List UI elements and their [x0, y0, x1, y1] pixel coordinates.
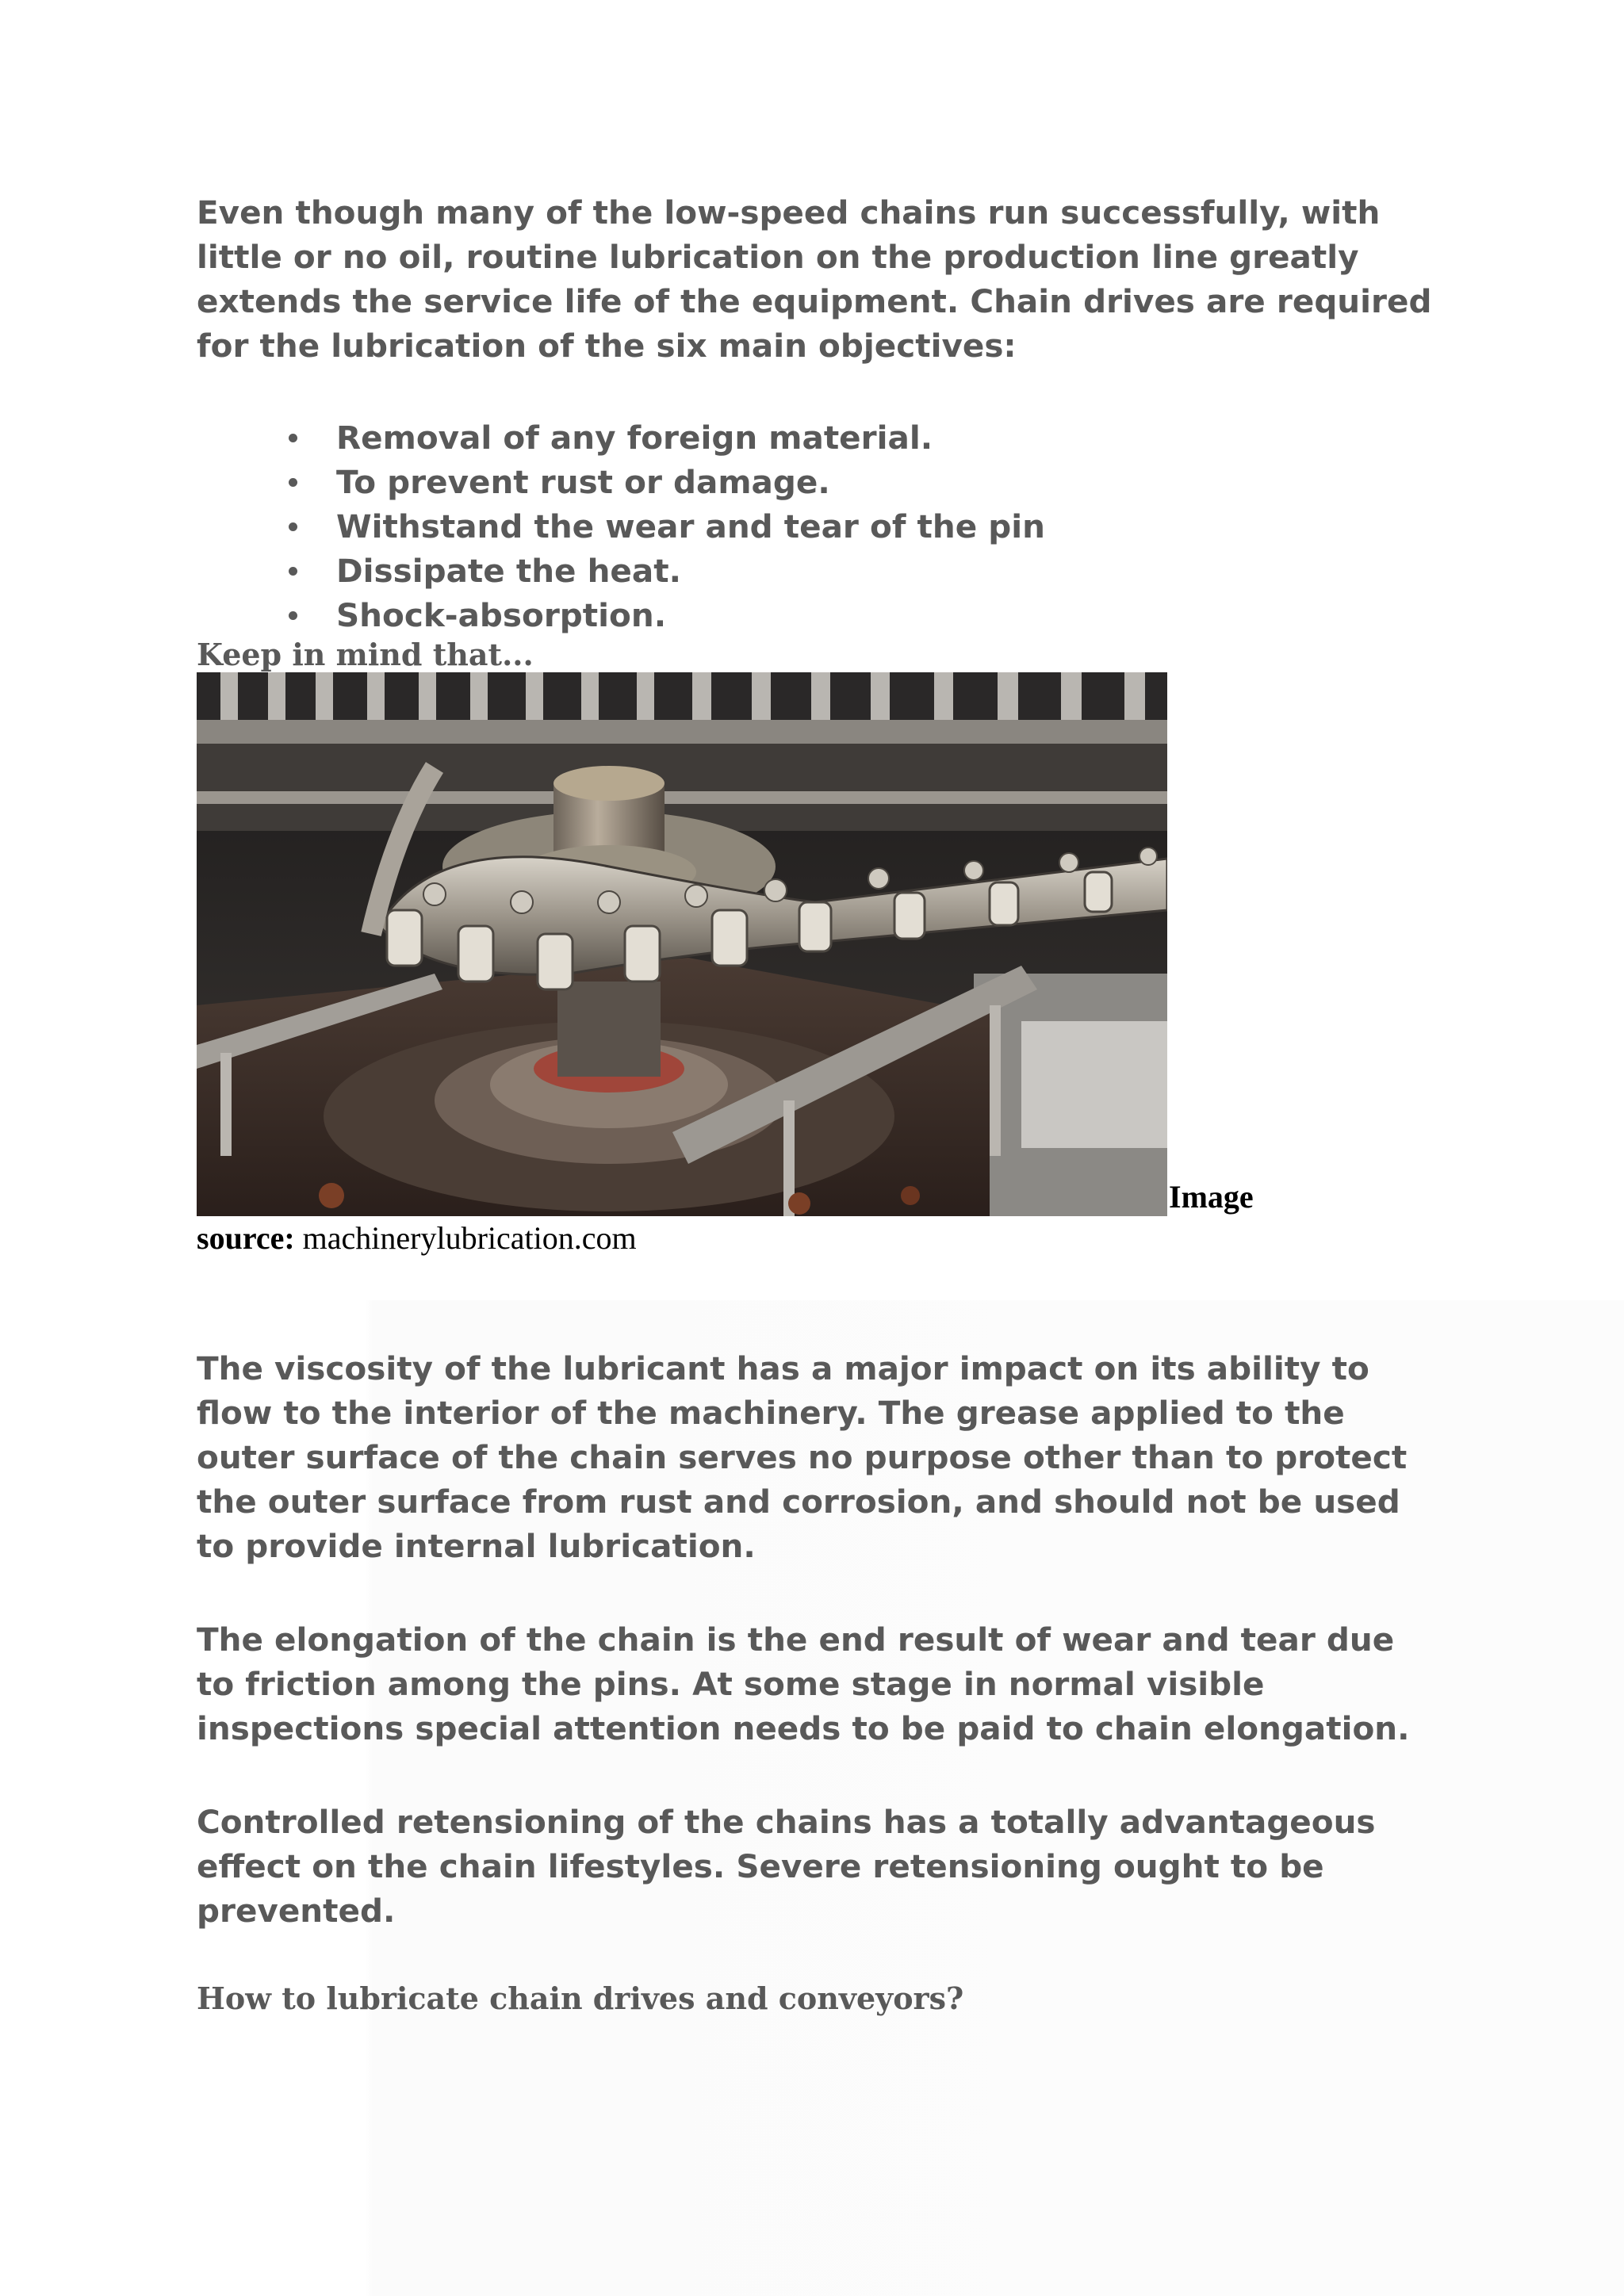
bullet-icon	[289, 434, 297, 442]
keep-in-mind-label: Keep in mind that...	[197, 637, 534, 672]
figure	[197, 672, 1434, 1219]
objectives-list	[197, 415, 1434, 637]
section-heading: How to lubricate chain drives and conveyors?	[197, 1980, 964, 2016]
list-item: Removal of any foreign material.	[289, 415, 1434, 460]
image-label: Image	[1169, 1179, 1254, 1215]
list-item: Withstand the wear and tear of the pin	[289, 504, 1434, 549]
paragraph-retensioning: Controlled retensioning of the chains has a totally advantageous effect on the chain lifestyles. Severe retensioning ought to be prevented.	[197, 1803, 1376, 1930]
list-item: Dissipate the heat.	[289, 549, 1434, 593]
bullet-icon	[289, 522, 297, 531]
bullet-icon	[289, 611, 297, 620]
list-item: To prevent rust or damage.	[289, 460, 1434, 504]
list-item: Shock-absorption.	[289, 593, 1434, 637]
bullet-icon	[289, 567, 297, 576]
source-url: machinerylubrication.com	[302, 1220, 637, 1256]
paragraph-viscosity: The viscosity of the lubricant has a major impact on its ability to flow to the interior of the machinery. The grease applied to the outer surface of the chain serves no purpose other than to protect the outer surface from rust and corrosion, and should not be used to provide internal lubrication.	[197, 1349, 1408, 1565]
document-content	[197, 190, 1434, 2019]
bullet-icon	[289, 478, 297, 487]
image-source	[197, 1219, 1434, 1257]
source-label: source:	[197, 1220, 295, 1256]
paragraph-elongation: The elongation of the chain is the end result of wear and tear due to friction among the pins. At some stage in normal visible inspections special attention needs to be paid to chain elongation.	[197, 1621, 1410, 1747]
intro-paragraph: Even though many of the low-speed chains run successfully, with little or no oil, routine lubrication on the production line greatly extends the service life of the equipment. Chain drives are required for the lubrication of the six main objectives:	[197, 193, 1432, 365]
chain-photo	[197, 672, 1167, 1216]
